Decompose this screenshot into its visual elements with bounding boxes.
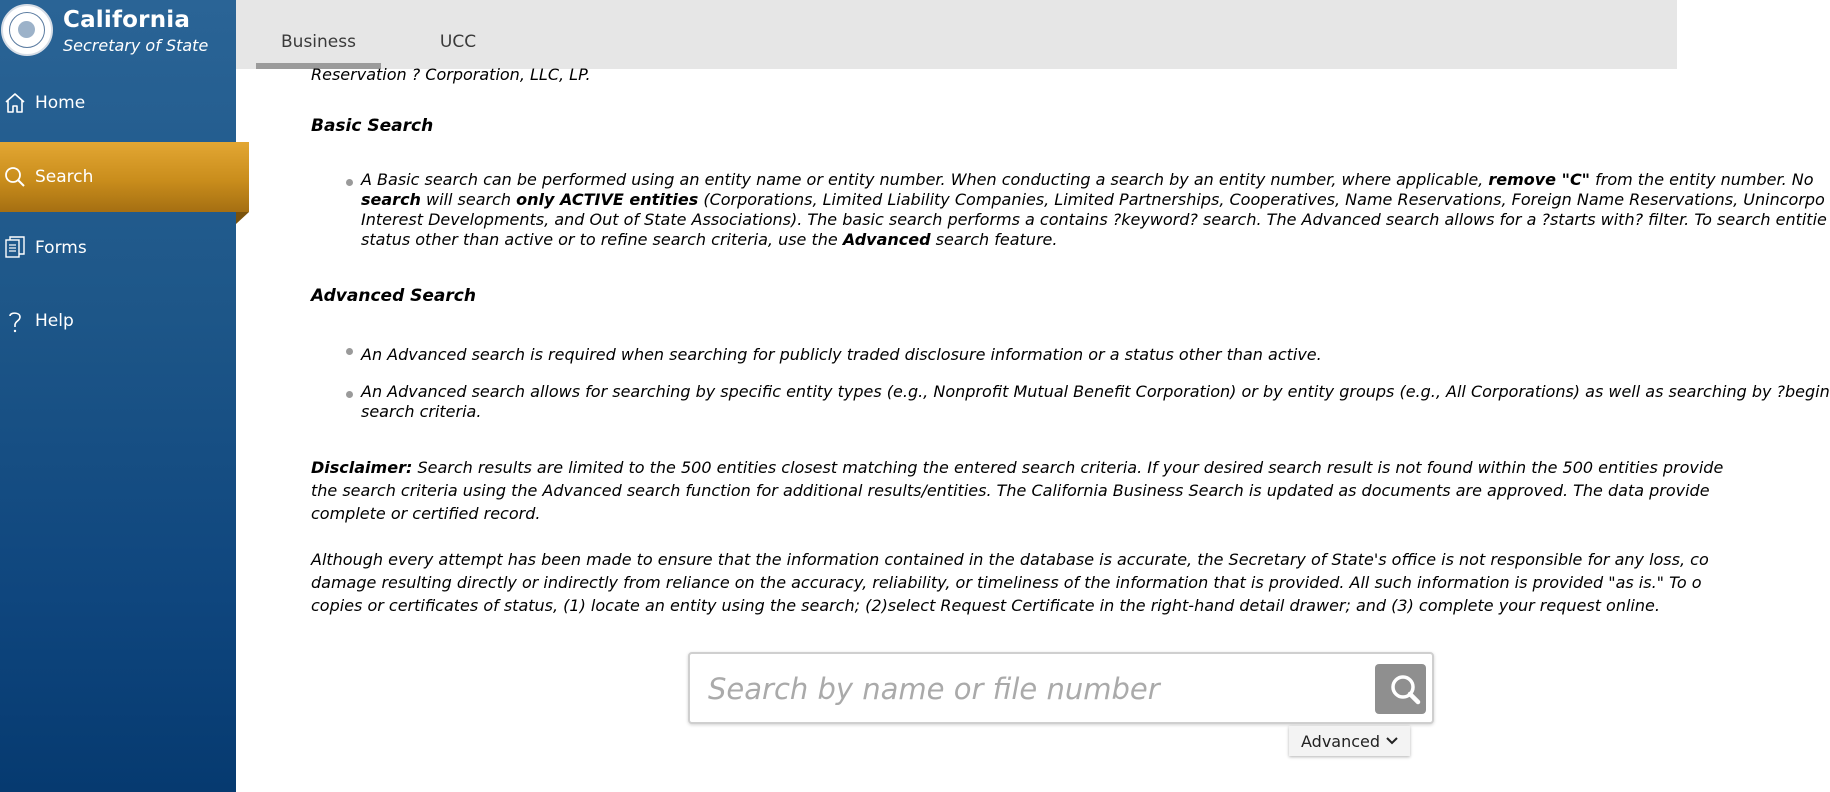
liability-text-line: copies or certificates of status, (1) locate an entity using the search; (2)select Request Certificate in the right-hand detail drawer; and (3) complete your request online. xyxy=(311,596,1660,615)
nav-item-home[interactable] xyxy=(0,69,236,137)
search-input[interactable] xyxy=(706,664,1350,714)
document-icon xyxy=(4,236,26,260)
tab-ucc[interactable] xyxy=(406,0,510,69)
tab-label: UCC xyxy=(439,32,477,52)
search-icon xyxy=(4,165,26,189)
advanced-search-heading: Advanced Search xyxy=(311,286,476,306)
home-icon xyxy=(4,91,26,115)
liability-text-line: Although every attempt has been made to ensure that the information contained in the database is accurate, the Secretary of State's office is not responsible for any loss, co xyxy=(311,550,1709,569)
magnifier-icon xyxy=(1381,665,1432,715)
disclaimer-text-line: complete or certified record. xyxy=(311,504,541,523)
nav-item-label: Forms xyxy=(35,238,87,258)
basic-search-text-line: Interest Developments, and Out of State Associations). The basic search performs a contains ?keyword? search. The Advanced search allows for a ?starts with? filter. To search entitie xyxy=(361,210,1827,229)
bullet-dot xyxy=(346,348,353,355)
basic-search-text-line: status other than active or to refine search criteria, use the Advanced search feature. xyxy=(361,230,1058,249)
chevron-down-icon xyxy=(1385,734,1399,748)
brand-title: California xyxy=(63,7,191,33)
intro-tail-text: Reservation ? Corporation, LLC, LP. xyxy=(311,65,591,84)
search-submit-button[interactable] xyxy=(1375,664,1426,714)
basic-search-text-line: search will search only ACTIVE entities (Corporations, Limited Liability Companies, Limited Partnerships, Cooperatives, Name Reservations, Foreign Name Reservations, Unincorpo xyxy=(361,190,1825,209)
search-box xyxy=(688,652,1434,724)
tab-business[interactable] xyxy=(256,0,381,69)
nav-item-search[interactable] xyxy=(0,142,249,212)
tab-label: Business xyxy=(281,32,356,52)
basic-search-text-line: A Basic search can be performed using an entity name or entity number. When conducting a search by an entity number, where applicable, remove "C" from the entity number. No xyxy=(361,170,1814,189)
brand-subtitle: Secretary of State xyxy=(63,36,209,55)
advanced-search-text-line: An Advanced search allows for searching by specific entity types (e.g., Nonprofit Mutual Benefit Corporation) or by entity groups (e.g., All Corporations) as well as searching by ?begin xyxy=(361,382,1830,401)
advanced-search-text-line: An Advanced search is required when searching for publicly traded disclosure information or a status other than active. xyxy=(361,345,1322,364)
nav-item-label: Home xyxy=(35,93,86,113)
disclaimer-label: Disclaimer: xyxy=(311,458,413,477)
basic-search-heading: Basic Search xyxy=(311,116,434,136)
nav-item-forms[interactable] xyxy=(0,214,236,282)
nav-item-label: Help xyxy=(35,311,74,331)
bullet-dot xyxy=(346,179,353,186)
brand[interactable] xyxy=(0,0,236,68)
disclaimer-text-line: the search criteria using the Advanced search function for additional results/entities. The California Business Search is updated as documents are approved. The data provide xyxy=(311,481,1710,500)
advanced-search-button[interactable] xyxy=(1289,726,1410,756)
top-tab-bar xyxy=(236,0,1677,69)
advanced-search-text-line: search criteria. xyxy=(361,402,482,421)
disclaimer-text-line: Disclaimer: Search results are limited to the 500 entities closest matching the entered search criteria. If your desired search result is not found within the 500 entities provide xyxy=(311,458,1724,477)
liability-text-line: damage resulting directly or indirectly from reliance on the accuracy, reliability, or timeliness of the information that is provided. All such information is provided "as is." To o xyxy=(311,573,1702,592)
bullet-dot xyxy=(346,391,353,398)
sidebar xyxy=(0,0,236,792)
question-icon xyxy=(4,309,26,333)
active-tab-fold xyxy=(236,212,249,224)
nav-item-label: Search xyxy=(35,167,94,187)
advanced-search-label: Advanced xyxy=(1301,731,1381,751)
state-seal-logo xyxy=(1,4,53,56)
nav-item-help[interactable] xyxy=(0,287,236,355)
